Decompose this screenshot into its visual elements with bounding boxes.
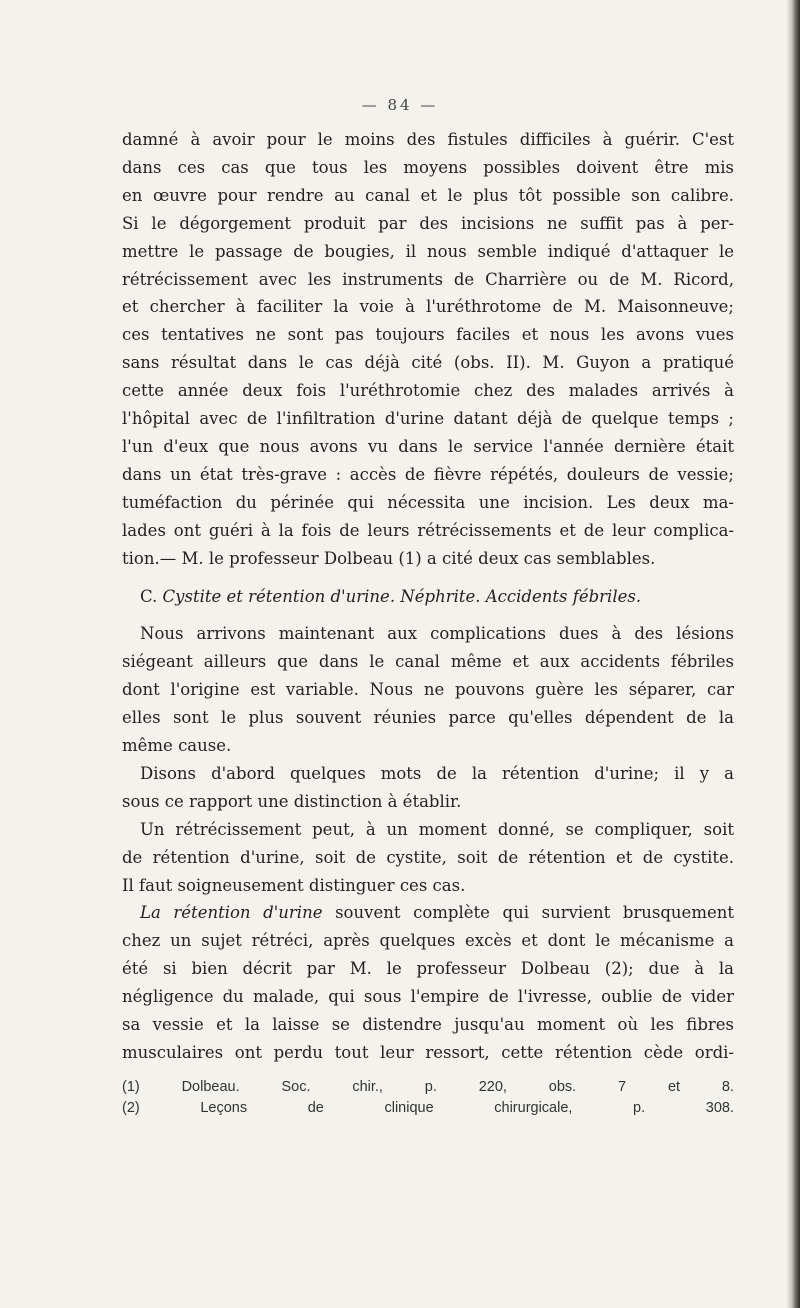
text-line: siégeant ailleurs que dans le canal même et aux accidents fébriles bbox=[122, 652, 734, 672]
text-line: lades ont guéri à la fois de leurs rétrécissements et de leur complica- bbox=[122, 520, 734, 540]
page-number: — 84 — bbox=[361, 96, 439, 114]
text-line: dans ces cas que tous les moyens possibles doivent être mis bbox=[122, 157, 734, 177]
text-line: Nous arrivons maintenant aux complications dues à des lésions bbox=[140, 624, 734, 644]
text-line: été si bien décrit par M. le professeur Dolbeau (2); due à la bbox=[122, 959, 734, 979]
paragraph-3 bbox=[122, 760, 734, 816]
text-line: cette année deux fois l'uréthrotomie chez des malades arrivés à bbox=[122, 381, 734, 401]
paragraph-4 bbox=[122, 816, 734, 900]
text-line: Disons d'abord quelques mots de la rétention d'urine; il y a bbox=[140, 763, 734, 783]
text-line: sous ce rapport une distinction à établir. bbox=[122, 791, 462, 811]
text-line bbox=[122, 899, 734, 927]
text-line: dont l'origine est variable. Nous ne pouvons guère les séparer, car bbox=[122, 680, 734, 700]
text-fragment: souvent complète qui survient brusquement bbox=[322, 903, 734, 923]
text-line: Si le dégorgement produit par des incisions ne suffit pas à per- bbox=[122, 213, 734, 233]
text-line: tion.— M. le professeur Dolbeau (1) a cité deux cas semblables. bbox=[122, 548, 656, 568]
section-letter: C. bbox=[140, 586, 158, 606]
text-line: ces tentatives ne sont pas toujours faciles et nous les avons vues bbox=[122, 325, 734, 345]
section-title: Cystite et rétention d'urine. Néphrite. Accidents fébriles. bbox=[162, 586, 642, 606]
paragraph-1 bbox=[122, 126, 734, 573]
text-line: Un rétrécissement peut, à un moment donné, se compliquer, soit bbox=[140, 819, 734, 839]
text-line: rétrécissement avec les instruments de Charrière ou de M. Ricord, bbox=[122, 269, 734, 289]
text-line: et chercher à faciliter la voie à l'uréthrotome de M. Maisonneuve; bbox=[122, 297, 734, 317]
text-line: chez un sujet rétréci, après quelques excès et dont le mécanisme a bbox=[122, 931, 734, 951]
footnote: (2) Leçons de clinique chirurgicale, p. 308. bbox=[122, 1099, 734, 1116]
text-line: en œuvre pour rendre au canal et le plus tôt possible son calibre. bbox=[122, 185, 734, 205]
text-line: même cause. bbox=[122, 736, 232, 756]
text-line: Il faut soigneusement distinguer ces cas. bbox=[122, 875, 466, 895]
text-line: négligence du malade, qui sous l'empire de l'ivresse, oublie de vider bbox=[122, 987, 734, 1007]
italic-term: La rétention d'urine bbox=[140, 903, 323, 923]
text-line: dans un état très-grave : accès de fièvre répétés, douleurs de vessie; bbox=[122, 464, 734, 484]
body-text bbox=[122, 126, 734, 1119]
text-line: musculaires ont perdu tout leur ressort, cette rétention cède ordi- bbox=[122, 1043, 734, 1062]
text-line: sans résultat dans le cas déjà cité (obs. II). M. Guyon a pratiqué bbox=[122, 353, 734, 373]
text-line: damné à avoir pour le moins des fistules difficiles à guérir. C'est bbox=[122, 130, 734, 149]
text-line: de rétention d'urine, soit de cystite, soit de rétention et de cystite. bbox=[122, 847, 734, 867]
text-line: elles sont le plus souvent réunies parce qu'elles dépendent de la bbox=[122, 708, 734, 728]
footnote: (1) Dolbeau. Soc. chir., p. 220, obs. 7 et 8. bbox=[122, 1078, 734, 1095]
paragraph-2 bbox=[122, 620, 734, 760]
page-edge-shadow bbox=[786, 0, 800, 1308]
text-line: sa vessie et la laisse se distendre jusqu'au moment où les fibres bbox=[122, 1015, 734, 1035]
paragraph-5 bbox=[122, 899, 734, 1066]
text-line: l'un d'eux que nous avons vu dans le service l'année dernière était bbox=[122, 436, 734, 456]
text-line: mettre le passage de bougies, il nous semble indiqué d'attaquer le bbox=[122, 241, 734, 261]
footnotes bbox=[122, 1077, 734, 1119]
text-line: tuméfaction du périnée qui nécessita une incision. Les deux ma- bbox=[122, 492, 734, 512]
text-line: l'hôpital avec de l'infiltration d'urine datant déjà de quelque temps ; bbox=[122, 409, 734, 429]
section-heading bbox=[122, 583, 734, 611]
